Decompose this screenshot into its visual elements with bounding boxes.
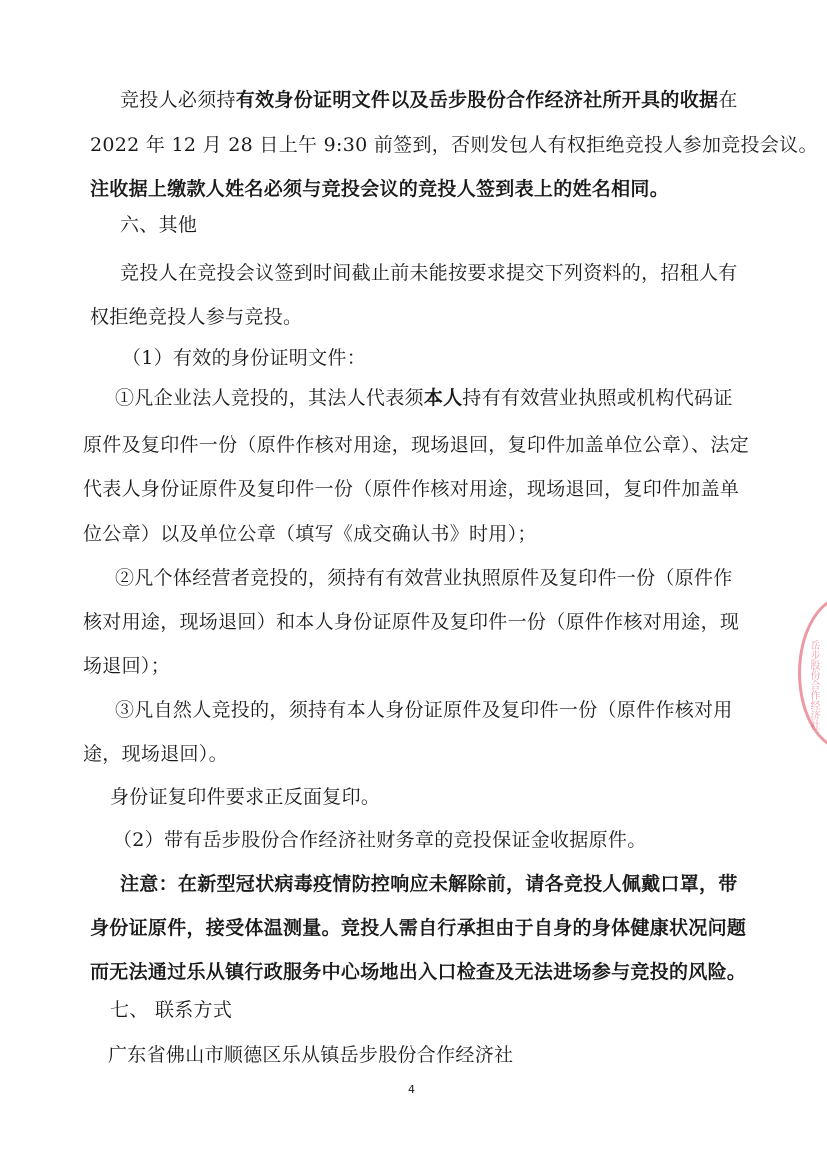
seal-text: 岳步股份合作经济社 — [808, 640, 819, 730]
paragraph-requirements-line-1: 竞投人在竞投会议签到时间截止前未能按要求提交下列资料的，招租人有 — [120, 262, 738, 284]
paragraph-requirements-line-2: 权拒绝竞投人参与竞投。 — [90, 306, 303, 328]
text: 持有有效营业执照或机构代码证 — [462, 387, 733, 409]
paragraph-sign-in-line-1 — [120, 88, 738, 112]
section-6-title: 六、其他 — [120, 214, 198, 236]
paragraph-sign-in-line-3: 注收据上缴款人姓名必须与竞投会议的竞投人签到表上的姓名相同。 — [90, 178, 670, 200]
notice-line-1: 注意：在新型冠状病毒疫情防控响应未解除前，请各竞投人佩戴口罩，带 — [120, 873, 738, 895]
notice-line-2: 身份证原件，接受体温测量。竞投人需自行承担由于自身的身体健康状况问题 — [90, 917, 747, 939]
item-1-title: （1）有效的身份证明文件： — [122, 347, 366, 369]
clause-1-line-1 — [115, 386, 733, 410]
clause-2-line-2: 核对用途，现场退回）和本人身份证原件及复印件一份（原件作核对用途，现 — [83, 611, 740, 633]
clause-1-line-2: 原件及复印件一份（原件作核对用途，现场退回，复印件加盖单位公章）、法定 — [83, 434, 750, 456]
text: 在 — [718, 89, 738, 111]
id-copy-note: 身份证复印件要求正反面复印。 — [110, 786, 381, 808]
clause-1-line-3: 代表人身份证原件及复印件一份（原件作核对用途，现场退回，复印件加盖单 — [83, 478, 740, 500]
text: ①凡企业法人竞投的，其法人代表须 — [115, 387, 424, 409]
contact-address: 广东省佛山市顺德区乐从镇岳步股份合作经济社 — [108, 1044, 514, 1066]
bold-text: 有效身份证明文件以及岳步股份合作经济社所开具的收据 — [235, 89, 719, 111]
clause-3-line-2: 途，现场退回）。 — [83, 743, 228, 765]
notice-line-3: 而无法通过乐从镇行政服务中心场地出入口检查及无法进场参与竞投的风险。 — [90, 961, 747, 983]
clause-3-line-1: ③凡自然人竞投的，须持有本人身份证原件及复印件一份（原件作核对用 — [115, 699, 733, 721]
clause-1-line-4: 位公章）以及单位公章（填写《成交确认书》时用）； — [83, 523, 537, 545]
bold-text: 本人 — [423, 387, 463, 409]
clause-2-line-3: 场退回）； — [83, 655, 171, 677]
page-number: 4 — [408, 1083, 415, 1096]
paragraph-sign-in-line-2: 2022 年 12 月 28 日上午 9:30 前签到，否则发包人有权拒绝竞投人参加竞投会议。 — [90, 134, 818, 156]
clause-2-line-1: ②凡个体经营者竞投的，须持有有效营业执照原件及复印件一份（原件作 — [115, 567, 733, 589]
section-7-title: 七、 联系方式 — [110, 999, 233, 1021]
item-2: （2）带有岳步股份合作经济社财务章的竞投保证金收据原件。 — [113, 829, 647, 851]
text: 竞投人必须持 — [120, 89, 236, 111]
